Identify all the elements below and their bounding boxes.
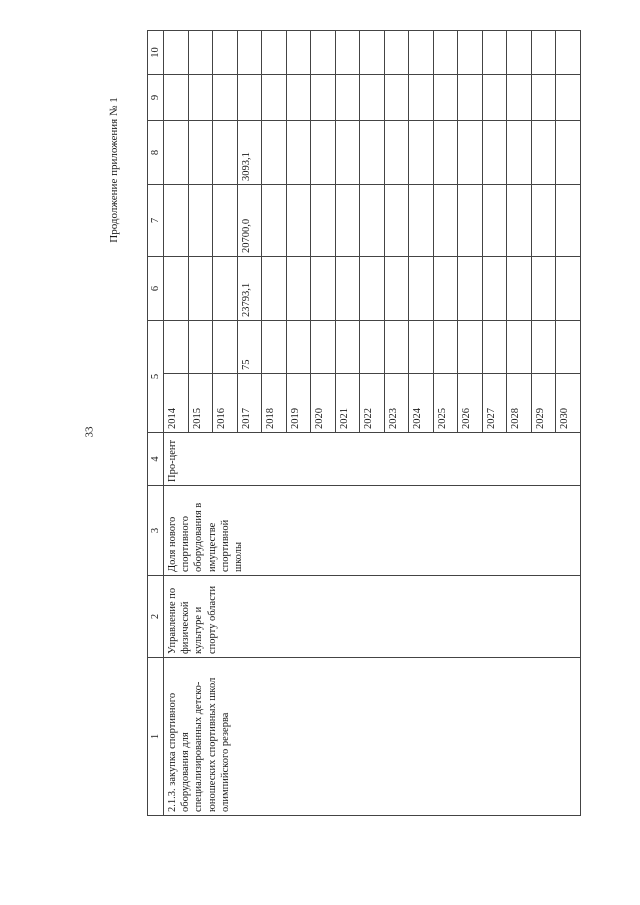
- value-cell: [556, 185, 581, 257]
- value-cell: [188, 257, 213, 321]
- header-col-2: 2: [148, 576, 164, 658]
- value-cell: [458, 185, 483, 257]
- year-cell: 2019: [286, 374, 311, 433]
- value-cell: [311, 75, 336, 121]
- value-cell: [237, 31, 262, 75]
- table-body: [164, 31, 581, 816]
- value-cell: [458, 121, 483, 185]
- year-cell: 2025: [433, 374, 458, 433]
- value-cell: [262, 185, 287, 257]
- header-col-7: 7: [148, 185, 164, 257]
- value-cell: [409, 31, 434, 75]
- value-cell: [188, 121, 213, 185]
- value-cell: [556, 31, 581, 75]
- value-cell: [531, 75, 556, 121]
- value-cell: [213, 257, 238, 321]
- value-cell: [311, 321, 336, 374]
- value-cell: [360, 257, 385, 321]
- value-cell: [311, 185, 336, 257]
- value-cell: [433, 185, 458, 257]
- value-cell: [409, 121, 434, 185]
- year-cell: 2016: [213, 374, 238, 433]
- value-cell: [482, 31, 507, 75]
- value-cell: [213, 75, 238, 121]
- value-cell: [531, 185, 556, 257]
- year-cell: 2018: [262, 374, 287, 433]
- value-cell: [384, 321, 409, 374]
- value-cell: [213, 121, 238, 185]
- value-cell: [384, 257, 409, 321]
- value-cell: [384, 31, 409, 75]
- year-cell: 2021: [335, 374, 360, 433]
- measure-cell: 2.1.3. закупка спортивного оборудования для специализированных детско-юношеских спортивных школ олимпийского резерва: [164, 658, 581, 816]
- value-cell: [556, 257, 581, 321]
- value-cell: [507, 121, 532, 185]
- value-cell: [286, 75, 311, 121]
- value-cell: [188, 31, 213, 75]
- value-cell: [556, 321, 581, 374]
- value-cell: [360, 321, 385, 374]
- value-cell: [433, 31, 458, 75]
- value-cell: [164, 257, 189, 321]
- value-cell: [188, 321, 213, 374]
- indicator-cell: Доля нового спортивного оборудования в имуществе спортивной школы: [164, 486, 581, 576]
- value-cell: [164, 75, 189, 121]
- value-cell: [213, 321, 238, 374]
- value-cell: [531, 257, 556, 321]
- value-cell: [360, 185, 385, 257]
- header-col-4: 4: [148, 433, 164, 486]
- value-cell: [311, 257, 336, 321]
- year-cell: 2024: [409, 374, 434, 433]
- header-row: [148, 31, 164, 816]
- value-cell: [458, 257, 483, 321]
- header-col-1: 1: [148, 658, 164, 816]
- value-cell: [311, 121, 336, 185]
- value-cell: 23793,1: [237, 257, 262, 321]
- header-col-3: 3: [148, 486, 164, 576]
- value-cell: [409, 321, 434, 374]
- value-cell: [335, 75, 360, 121]
- value-cell: [507, 185, 532, 257]
- value-cell: [507, 321, 532, 374]
- value-cell: [262, 321, 287, 374]
- appendix-caption: Продолжение приложения № 1: [108, 97, 120, 243]
- appendix-table: [147, 30, 581, 816]
- value-cell: [507, 75, 532, 121]
- value-cell: [335, 31, 360, 75]
- year-cell: 2028: [507, 374, 532, 433]
- value-cell: [311, 31, 336, 75]
- header-col-5: 5: [148, 321, 164, 433]
- year-cell: 2014: [164, 374, 189, 433]
- value-cell: [433, 121, 458, 185]
- value-cell: [262, 75, 287, 121]
- value-cell: [262, 121, 287, 185]
- header-col-6: 6: [148, 257, 164, 321]
- value-cell: [433, 321, 458, 374]
- year-cell: 2015: [188, 374, 213, 433]
- value-cell: [482, 257, 507, 321]
- value-cell: 20700,0: [237, 185, 262, 257]
- value-cell: [384, 185, 409, 257]
- value-cell: [458, 321, 483, 374]
- value-cell: [384, 75, 409, 121]
- value-cell: [286, 185, 311, 257]
- value-cell: [507, 257, 532, 321]
- value-cell: [335, 257, 360, 321]
- value-cell: [286, 31, 311, 75]
- value-cell: [556, 75, 581, 121]
- header-col-9: 9: [148, 75, 164, 121]
- year-cell: 2020: [311, 374, 336, 433]
- year-cell: 2030: [556, 374, 581, 433]
- year-cell: 2017: [237, 374, 262, 433]
- value-cell: [286, 321, 311, 374]
- value-cell: [286, 257, 311, 321]
- value-cell: [188, 185, 213, 257]
- value-cell: 75: [237, 321, 262, 374]
- value-cell: [433, 75, 458, 121]
- rotated-table-wrapper: [147, 31, 571, 816]
- value-cell: 3093,1: [237, 121, 262, 185]
- value-cell: [164, 321, 189, 374]
- value-cell: [531, 121, 556, 185]
- value-cell: [335, 121, 360, 185]
- year-cell: 2029: [531, 374, 556, 433]
- value-cell: [384, 121, 409, 185]
- value-cell: [213, 185, 238, 257]
- value-cell: [360, 31, 385, 75]
- value-cell: [335, 185, 360, 257]
- value-cell: [262, 31, 287, 75]
- value-cell: [164, 31, 189, 75]
- executor-cell: Управление по физической культуре и спорту области: [164, 576, 581, 658]
- unit-cell: Про-цент: [164, 433, 581, 486]
- page-number: 33: [83, 426, 96, 438]
- value-cell: [482, 75, 507, 121]
- value-cell: [409, 185, 434, 257]
- value-cell: [409, 75, 434, 121]
- value-cell: [164, 121, 189, 185]
- value-cell: [531, 321, 556, 374]
- year-cell: 2026: [458, 374, 483, 433]
- value-cell: [482, 185, 507, 257]
- value-cell: [360, 121, 385, 185]
- value-cell: [213, 31, 238, 75]
- value-cell: [433, 257, 458, 321]
- table-row: [164, 31, 189, 816]
- value-cell: [262, 257, 287, 321]
- value-cell: [188, 75, 213, 121]
- value-cell: [237, 75, 262, 121]
- year-cell: 2023: [384, 374, 409, 433]
- header-col-10: 10: [148, 31, 164, 75]
- value-cell: [531, 31, 556, 75]
- value-cell: [482, 321, 507, 374]
- value-cell: [286, 121, 311, 185]
- value-cell: [458, 75, 483, 121]
- header-col-8: 8: [148, 121, 164, 185]
- value-cell: [482, 121, 507, 185]
- value-cell: [335, 321, 360, 374]
- value-cell: [164, 185, 189, 257]
- value-cell: [507, 31, 532, 75]
- value-cell: [360, 75, 385, 121]
- year-cell: 2022: [360, 374, 385, 433]
- value-cell: [409, 257, 434, 321]
- value-cell: [556, 121, 581, 185]
- value-cell: [458, 31, 483, 75]
- year-cell: 2027: [482, 374, 507, 433]
